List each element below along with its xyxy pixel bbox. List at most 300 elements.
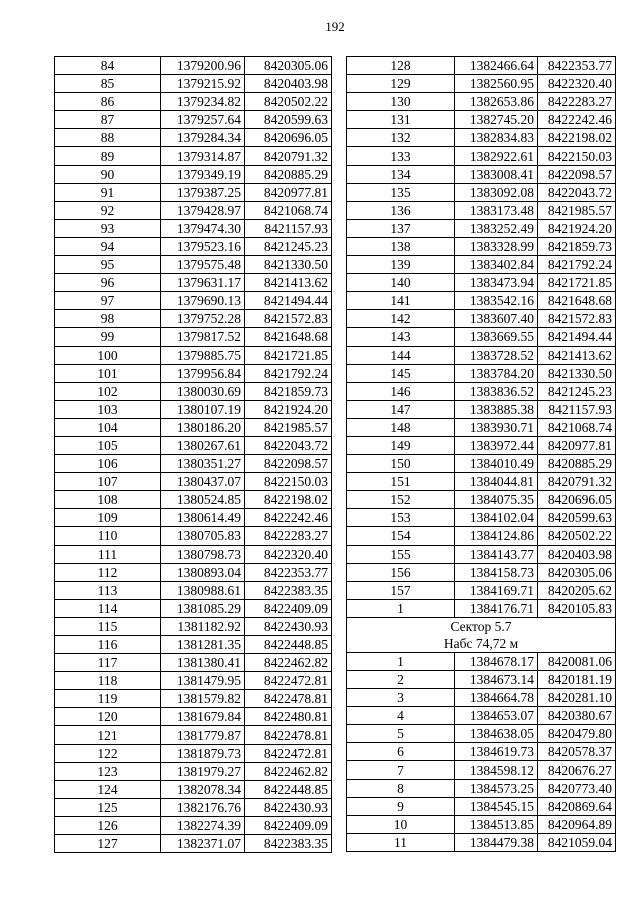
point-number-cell: 117 bbox=[55, 654, 161, 672]
coordinates-table-left bbox=[54, 56, 332, 853]
point-number-cell: 104 bbox=[55, 418, 161, 436]
x-coordinate-cell: 1379523.16 bbox=[161, 237, 245, 255]
point-number-cell: 142 bbox=[347, 310, 455, 328]
table-row bbox=[55, 617, 332, 635]
table-row bbox=[55, 274, 332, 292]
x-coordinate-cell: 1384678.17 bbox=[455, 652, 538, 670]
y-coordinate-cell: 8420403.98 bbox=[538, 545, 616, 563]
y-coordinate-cell: 8422198.02 bbox=[245, 491, 332, 509]
table-row bbox=[347, 671, 616, 689]
x-coordinate-cell: 1382176.76 bbox=[161, 798, 245, 816]
y-coordinate-cell: 8422478.81 bbox=[245, 726, 332, 744]
x-coordinate-cell: 1384075.35 bbox=[455, 491, 538, 509]
x-coordinate-cell: 1384044.81 bbox=[455, 473, 538, 491]
table-row bbox=[347, 689, 616, 707]
table-row bbox=[55, 93, 332, 111]
x-coordinate-cell: 1382745.20 bbox=[455, 111, 538, 129]
point-number-cell: 150 bbox=[347, 455, 455, 473]
y-coordinate-cell: 8421792.24 bbox=[245, 364, 332, 382]
point-number-cell: 97 bbox=[55, 292, 161, 310]
x-coordinate-cell: 1382560.95 bbox=[455, 75, 538, 93]
point-number-cell: 157 bbox=[347, 581, 455, 599]
x-coordinate-cell: 1380351.27 bbox=[161, 455, 245, 473]
point-number-cell: 6 bbox=[347, 743, 455, 761]
y-coordinate-cell: 8420773.40 bbox=[538, 779, 616, 797]
table-row bbox=[347, 743, 616, 761]
y-coordinate-cell: 8420081.06 bbox=[538, 652, 616, 670]
table-row bbox=[347, 527, 616, 545]
y-coordinate-cell: 8422283.27 bbox=[538, 93, 616, 111]
y-coordinate-cell: 8421572.83 bbox=[245, 310, 332, 328]
x-coordinate-cell: 1379234.82 bbox=[161, 93, 245, 111]
table-row bbox=[347, 93, 616, 111]
point-number-cell: 121 bbox=[55, 726, 161, 744]
x-coordinate-cell: 1382274.39 bbox=[161, 816, 245, 834]
table-row bbox=[55, 165, 332, 183]
y-coordinate-cell: 8420305.06 bbox=[538, 563, 616, 581]
x-coordinate-cell: 1380107.19 bbox=[161, 400, 245, 418]
page-number: 192 bbox=[325, 19, 345, 34]
y-coordinate-cell: 8422448.85 bbox=[245, 636, 332, 654]
x-coordinate-cell: 1379387.25 bbox=[161, 183, 245, 201]
x-coordinate-cell: 1384158.73 bbox=[455, 563, 538, 581]
point-number-cell: 92 bbox=[55, 201, 161, 219]
x-coordinate-cell: 1379752.28 bbox=[161, 310, 245, 328]
y-coordinate-cell: 8421413.62 bbox=[245, 274, 332, 292]
table-row bbox=[347, 75, 616, 93]
table-row bbox=[347, 57, 616, 75]
table-row bbox=[55, 835, 332, 853]
table-row bbox=[347, 310, 616, 328]
table-row bbox=[347, 509, 616, 527]
x-coordinate-cell: 1379575.48 bbox=[161, 256, 245, 274]
table-row bbox=[55, 436, 332, 454]
point-number-cell: 2 bbox=[347, 671, 455, 689]
y-coordinate-cell: 8422472.81 bbox=[245, 744, 332, 762]
y-coordinate-cell: 8422198.02 bbox=[538, 129, 616, 147]
y-coordinate-cell: 8421859.73 bbox=[538, 237, 616, 255]
x-coordinate-cell: 1380893.04 bbox=[161, 563, 245, 581]
table-row bbox=[347, 129, 616, 147]
y-coordinate-cell: 8422383.35 bbox=[245, 835, 332, 853]
x-coordinate-cell: 1383252.49 bbox=[455, 219, 538, 237]
point-number-cell: 89 bbox=[55, 147, 161, 165]
x-coordinate-cell: 1380030.69 bbox=[161, 382, 245, 400]
y-coordinate-cell: 8420599.63 bbox=[245, 111, 332, 129]
table-row bbox=[55, 201, 332, 219]
y-coordinate-cell: 8422353.77 bbox=[245, 563, 332, 581]
x-coordinate-cell: 1379690.13 bbox=[161, 292, 245, 310]
x-coordinate-cell: 1379428.97 bbox=[161, 201, 245, 219]
table-row bbox=[55, 545, 332, 563]
table-row bbox=[55, 816, 332, 834]
x-coordinate-cell: 1380988.61 bbox=[161, 581, 245, 599]
point-number-cell: 9 bbox=[347, 797, 455, 815]
x-coordinate-cell: 1381085.29 bbox=[161, 599, 245, 617]
x-coordinate-cell: 1382922.61 bbox=[455, 147, 538, 165]
point-number-cell: 7 bbox=[347, 761, 455, 779]
point-number-cell: 130 bbox=[347, 93, 455, 111]
point-number-cell: 107 bbox=[55, 473, 161, 491]
table-row bbox=[347, 652, 616, 670]
x-coordinate-cell: 1384619.73 bbox=[455, 743, 538, 761]
y-coordinate-cell: 8420676.27 bbox=[538, 761, 616, 779]
y-coordinate-cell: 8421413.62 bbox=[538, 346, 616, 364]
point-number-cell: 148 bbox=[347, 418, 455, 436]
point-number-cell: 139 bbox=[347, 256, 455, 274]
y-coordinate-cell: 8421068.74 bbox=[538, 418, 616, 436]
point-number-cell: 127 bbox=[55, 835, 161, 853]
y-coordinate-cell: 8422150.03 bbox=[538, 147, 616, 165]
y-coordinate-cell: 8422242.46 bbox=[538, 111, 616, 129]
table-row bbox=[55, 690, 332, 708]
point-number-cell: 88 bbox=[55, 129, 161, 147]
x-coordinate-cell: 1383328.99 bbox=[455, 237, 538, 255]
y-coordinate-cell: 8421985.57 bbox=[245, 418, 332, 436]
y-coordinate-cell: 8420791.32 bbox=[245, 147, 332, 165]
y-coordinate-cell: 8421330.50 bbox=[538, 364, 616, 382]
table-row bbox=[347, 779, 616, 797]
x-coordinate-cell: 1383008.41 bbox=[455, 165, 538, 183]
point-number-cell: 90 bbox=[55, 165, 161, 183]
x-coordinate-cell: 1382653.86 bbox=[455, 93, 538, 111]
table-row bbox=[347, 147, 616, 165]
point-number-cell: 119 bbox=[55, 690, 161, 708]
table-row bbox=[55, 364, 332, 382]
table-row bbox=[55, 346, 332, 364]
y-coordinate-cell: 8421648.68 bbox=[538, 292, 616, 310]
x-coordinate-cell: 1384545.15 bbox=[455, 797, 538, 815]
x-coordinate-cell: 1379817.52 bbox=[161, 328, 245, 346]
y-coordinate-cell: 8422043.72 bbox=[538, 183, 616, 201]
table-row bbox=[55, 57, 332, 75]
x-coordinate-cell: 1384102.04 bbox=[455, 509, 538, 527]
y-coordinate-cell: 8422353.77 bbox=[538, 57, 616, 75]
y-coordinate-cell: 8420977.81 bbox=[245, 183, 332, 201]
point-number-cell: 103 bbox=[55, 400, 161, 418]
point-number-cell: 3 bbox=[347, 689, 455, 707]
point-number-cell: 98 bbox=[55, 310, 161, 328]
table-row bbox=[55, 780, 332, 798]
table-row bbox=[55, 111, 332, 129]
y-coordinate-cell: 8421059.04 bbox=[538, 833, 616, 851]
table-row bbox=[347, 382, 616, 400]
table-row bbox=[347, 418, 616, 436]
y-coordinate-cell: 8422043.72 bbox=[245, 436, 332, 454]
y-coordinate-cell: 8421157.93 bbox=[245, 219, 332, 237]
sector-title: Сектор 5.7 bbox=[450, 618, 512, 634]
point-number-cell: 94 bbox=[55, 237, 161, 255]
table-row bbox=[55, 654, 332, 672]
table-row bbox=[347, 455, 616, 473]
table-row bbox=[55, 744, 332, 762]
y-coordinate-cell: 8420885.29 bbox=[538, 455, 616, 473]
table-row bbox=[347, 400, 616, 418]
table-row bbox=[55, 382, 332, 400]
point-number-cell: 155 bbox=[347, 545, 455, 563]
table-row bbox=[347, 725, 616, 743]
point-number-cell: 110 bbox=[55, 527, 161, 545]
x-coordinate-cell: 1380437.07 bbox=[161, 473, 245, 491]
x-coordinate-cell: 1384176.71 bbox=[455, 599, 538, 617]
x-coordinate-cell: 1381679.84 bbox=[161, 708, 245, 726]
x-coordinate-cell: 1379956.84 bbox=[161, 364, 245, 382]
x-coordinate-cell: 1379349.19 bbox=[161, 165, 245, 183]
table-row bbox=[55, 798, 332, 816]
point-number-cell: 116 bbox=[55, 636, 161, 654]
point-number-cell: 149 bbox=[347, 436, 455, 454]
x-coordinate-cell: 1380705.83 bbox=[161, 527, 245, 545]
table-row bbox=[347, 364, 616, 382]
x-coordinate-cell: 1383930.71 bbox=[455, 418, 538, 436]
table-row bbox=[347, 797, 616, 815]
point-number-cell: 143 bbox=[347, 328, 455, 346]
table-row bbox=[55, 237, 332, 255]
y-coordinate-cell: 8420885.29 bbox=[245, 165, 332, 183]
table-row bbox=[55, 527, 332, 545]
x-coordinate-cell: 1381579.82 bbox=[161, 690, 245, 708]
table-row bbox=[55, 563, 332, 581]
point-number-cell: 106 bbox=[55, 455, 161, 473]
point-number-cell: 145 bbox=[347, 364, 455, 382]
coordinates-table-right bbox=[346, 56, 616, 852]
y-coordinate-cell: 8422242.46 bbox=[245, 509, 332, 527]
point-number-cell: 123 bbox=[55, 762, 161, 780]
table-row bbox=[347, 599, 616, 617]
table-row bbox=[55, 473, 332, 491]
point-number-cell: 140 bbox=[347, 274, 455, 292]
y-coordinate-cell: 8420380.67 bbox=[538, 707, 616, 725]
point-number-cell: 131 bbox=[347, 111, 455, 129]
table-row bbox=[55, 636, 332, 654]
table-row bbox=[55, 129, 332, 147]
x-coordinate-cell: 1384010.49 bbox=[455, 455, 538, 473]
y-coordinate-cell: 8422283.27 bbox=[245, 527, 332, 545]
x-coordinate-cell: 1382466.64 bbox=[455, 57, 538, 75]
x-coordinate-cell: 1382834.83 bbox=[455, 129, 538, 147]
table-row bbox=[347, 581, 616, 599]
y-coordinate-cell: 8422472.81 bbox=[245, 672, 332, 690]
y-coordinate-cell: 8420305.06 bbox=[245, 57, 332, 75]
point-number-cell: 112 bbox=[55, 563, 161, 581]
point-number-cell: 101 bbox=[55, 364, 161, 382]
sector-subtitle: Набс 74,72 м bbox=[443, 635, 519, 651]
y-coordinate-cell: 8421494.44 bbox=[245, 292, 332, 310]
point-number-cell: 87 bbox=[55, 111, 161, 129]
y-coordinate-cell: 8422448.85 bbox=[245, 780, 332, 798]
table-row bbox=[55, 75, 332, 93]
point-number-cell: 141 bbox=[347, 292, 455, 310]
point-number-cell: 105 bbox=[55, 436, 161, 454]
table-row bbox=[347, 219, 616, 237]
table-row bbox=[55, 292, 332, 310]
point-number-cell: 129 bbox=[347, 75, 455, 93]
y-coordinate-cell: 8420105.83 bbox=[538, 599, 616, 617]
point-number-cell: 84 bbox=[55, 57, 161, 75]
y-coordinate-cell: 8422098.57 bbox=[245, 455, 332, 473]
y-coordinate-cell: 8421859.73 bbox=[245, 382, 332, 400]
table-row bbox=[347, 237, 616, 255]
point-number-cell: 126 bbox=[55, 816, 161, 834]
y-coordinate-cell: 8420502.22 bbox=[245, 93, 332, 111]
table-row bbox=[55, 762, 332, 780]
y-coordinate-cell: 8420479.80 bbox=[538, 725, 616, 743]
point-number-cell: 153 bbox=[347, 509, 455, 527]
point-number-cell: 134 bbox=[347, 165, 455, 183]
y-coordinate-cell: 8421792.24 bbox=[538, 256, 616, 274]
y-coordinate-cell: 8421721.85 bbox=[538, 274, 616, 292]
x-coordinate-cell: 1383784.20 bbox=[455, 364, 538, 382]
x-coordinate-cell: 1381879.73 bbox=[161, 744, 245, 762]
y-coordinate-cell: 8421572.83 bbox=[538, 310, 616, 328]
x-coordinate-cell: 1381182.92 bbox=[161, 617, 245, 635]
table-row bbox=[347, 183, 616, 201]
y-coordinate-cell: 8421245.23 bbox=[538, 382, 616, 400]
table-row bbox=[55, 418, 332, 436]
table-row bbox=[347, 256, 616, 274]
x-coordinate-cell: 1381281.35 bbox=[161, 636, 245, 654]
point-number-cell: 154 bbox=[347, 527, 455, 545]
y-coordinate-cell: 8420696.05 bbox=[245, 129, 332, 147]
table-row bbox=[55, 310, 332, 328]
table-row bbox=[347, 545, 616, 563]
point-number-cell: 144 bbox=[347, 346, 455, 364]
point-number-cell: 4 bbox=[347, 707, 455, 725]
table-row bbox=[55, 599, 332, 617]
y-coordinate-cell: 8420181.19 bbox=[538, 671, 616, 689]
point-number-cell: 100 bbox=[55, 346, 161, 364]
x-coordinate-cell: 1384664.78 bbox=[455, 689, 538, 707]
y-coordinate-cell: 8421985.57 bbox=[538, 201, 616, 219]
y-coordinate-cell: 8422383.35 bbox=[245, 581, 332, 599]
y-coordinate-cell: 8421924.20 bbox=[538, 219, 616, 237]
point-number-cell: 95 bbox=[55, 256, 161, 274]
table-row bbox=[347, 165, 616, 183]
table-row bbox=[347, 111, 616, 129]
x-coordinate-cell: 1380614.49 bbox=[161, 509, 245, 527]
point-number-cell: 156 bbox=[347, 563, 455, 581]
table-row bbox=[347, 815, 616, 833]
y-coordinate-cell: 8420578.37 bbox=[538, 743, 616, 761]
y-coordinate-cell: 8420791.32 bbox=[538, 473, 616, 491]
point-number-cell: 132 bbox=[347, 129, 455, 147]
point-number-cell: 122 bbox=[55, 744, 161, 762]
point-number-cell: 86 bbox=[55, 93, 161, 111]
point-number-cell: 111 bbox=[55, 545, 161, 563]
table-row bbox=[347, 274, 616, 292]
table-row bbox=[55, 219, 332, 237]
point-number-cell: 128 bbox=[347, 57, 455, 75]
x-coordinate-cell: 1384169.71 bbox=[455, 581, 538, 599]
point-number-cell: 115 bbox=[55, 617, 161, 635]
table-row bbox=[347, 563, 616, 581]
y-coordinate-cell: 8421494.44 bbox=[538, 328, 616, 346]
x-coordinate-cell: 1381779.87 bbox=[161, 726, 245, 744]
y-coordinate-cell: 8421068.74 bbox=[245, 201, 332, 219]
x-coordinate-cell: 1381479.95 bbox=[161, 672, 245, 690]
sector-header-row bbox=[347, 617, 616, 652]
y-coordinate-cell: 8420403.98 bbox=[245, 75, 332, 93]
x-coordinate-cell: 1384673.14 bbox=[455, 671, 538, 689]
x-coordinate-cell: 1384479.38 bbox=[455, 833, 538, 851]
table-row bbox=[55, 183, 332, 201]
point-number-cell: 146 bbox=[347, 382, 455, 400]
x-coordinate-cell: 1384653.07 bbox=[455, 707, 538, 725]
x-coordinate-cell: 1383092.08 bbox=[455, 183, 538, 201]
point-number-cell: 1 bbox=[347, 652, 455, 670]
y-coordinate-cell: 8422098.57 bbox=[538, 165, 616, 183]
table-row bbox=[55, 328, 332, 346]
point-number-cell: 147 bbox=[347, 400, 455, 418]
y-coordinate-cell: 8420964.89 bbox=[538, 815, 616, 833]
y-coordinate-cell: 8422430.93 bbox=[245, 617, 332, 635]
table-row bbox=[55, 726, 332, 744]
table-row bbox=[347, 491, 616, 509]
x-coordinate-cell: 1379200.96 bbox=[161, 57, 245, 75]
y-coordinate-cell: 8422150.03 bbox=[245, 473, 332, 491]
x-coordinate-cell: 1383728.52 bbox=[455, 346, 538, 364]
point-number-cell: 118 bbox=[55, 672, 161, 690]
x-coordinate-cell: 1383402.84 bbox=[455, 256, 538, 274]
table-row bbox=[347, 707, 616, 725]
table-row bbox=[347, 201, 616, 219]
point-number-cell: 10 bbox=[347, 815, 455, 833]
y-coordinate-cell: 8420977.81 bbox=[538, 436, 616, 454]
x-coordinate-cell: 1384598.12 bbox=[455, 761, 538, 779]
table-row bbox=[55, 708, 332, 726]
point-number-cell: 133 bbox=[347, 147, 455, 165]
x-coordinate-cell: 1383836.52 bbox=[455, 382, 538, 400]
point-number-cell: 151 bbox=[347, 473, 455, 491]
x-coordinate-cell: 1380798.73 bbox=[161, 545, 245, 563]
x-coordinate-cell: 1384638.05 bbox=[455, 725, 538, 743]
y-coordinate-cell: 8422430.93 bbox=[245, 798, 332, 816]
x-coordinate-cell: 1383885.38 bbox=[455, 400, 538, 418]
x-coordinate-cell: 1380524.85 bbox=[161, 491, 245, 509]
y-coordinate-cell: 8422478.81 bbox=[245, 690, 332, 708]
x-coordinate-cell: 1379314.87 bbox=[161, 147, 245, 165]
table-row bbox=[55, 400, 332, 418]
point-number-cell: 152 bbox=[347, 491, 455, 509]
x-coordinate-cell: 1379474.30 bbox=[161, 219, 245, 237]
point-number-cell: 8 bbox=[347, 779, 455, 797]
point-number-cell: 120 bbox=[55, 708, 161, 726]
x-coordinate-cell: 1379215.92 bbox=[161, 75, 245, 93]
y-coordinate-cell: 8422409.09 bbox=[245, 599, 332, 617]
y-coordinate-cell: 8422320.40 bbox=[245, 545, 332, 563]
point-number-cell: 85 bbox=[55, 75, 161, 93]
table-row bbox=[347, 473, 616, 491]
point-number-cell: 11 bbox=[347, 833, 455, 851]
x-coordinate-cell: 1382078.34 bbox=[161, 780, 245, 798]
point-number-cell: 136 bbox=[347, 201, 455, 219]
point-number-cell: 96 bbox=[55, 274, 161, 292]
table-row bbox=[347, 833, 616, 851]
x-coordinate-cell: 1383972.44 bbox=[455, 436, 538, 454]
table-row bbox=[347, 292, 616, 310]
point-number-cell: 125 bbox=[55, 798, 161, 816]
table-row bbox=[347, 761, 616, 779]
x-coordinate-cell: 1383473.94 bbox=[455, 274, 538, 292]
y-coordinate-cell: 8421924.20 bbox=[245, 400, 332, 418]
point-number-cell: 109 bbox=[55, 509, 161, 527]
table-row bbox=[347, 328, 616, 346]
point-number-cell: 5 bbox=[347, 725, 455, 743]
x-coordinate-cell: 1384124.86 bbox=[455, 527, 538, 545]
y-coordinate-cell: 8420502.22 bbox=[538, 527, 616, 545]
point-number-cell: 137 bbox=[347, 219, 455, 237]
x-coordinate-cell: 1379284.34 bbox=[161, 129, 245, 147]
